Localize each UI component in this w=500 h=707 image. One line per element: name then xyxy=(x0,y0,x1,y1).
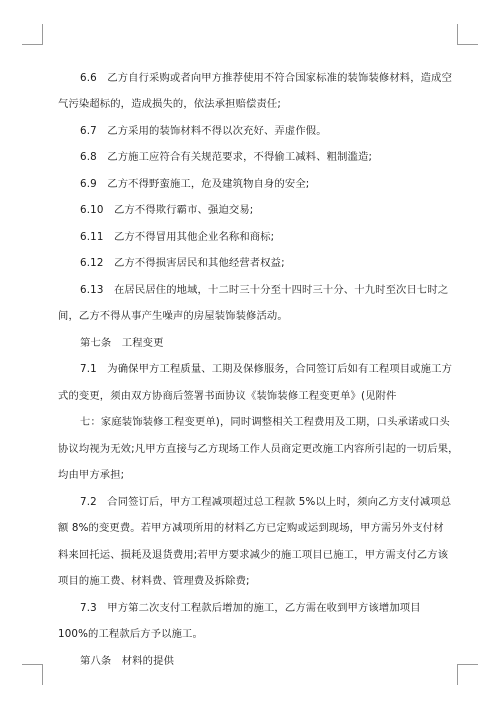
clause-7-1-line-5: 均由甲方承担; xyxy=(58,469,125,482)
crop-mark-bottom-left xyxy=(22,664,43,685)
clause-7-2-line-1: 7.2 合同签订后，甲方工程减项超过总工程款 5%以上时，须向乙方支付减项总 xyxy=(80,495,452,508)
crop-mark-bottom-right xyxy=(457,664,478,685)
clause-7-3-line-2: 100%的工程款后方予以施工。 xyxy=(58,628,203,641)
clause-6-8: 6.8 乙方施工应符合有关规范要求，不得偷工减料、粗制滥造; xyxy=(80,151,373,164)
clause-7-2-line-3: 料来回托运、损耗及退货费用;若甲方要求减少的施工项目已施工，甲方需支付乙方该 xyxy=(58,548,449,561)
clause-6-11: 6.11 乙方不得冒用其他企业名称和商标; xyxy=(80,230,275,243)
clause-7-2-line-2: 额 8%的变更费。若甲方减项所用的材料乙方已定购或运到现场，甲方需另外支付材 xyxy=(58,522,444,535)
crop-mark-top-left xyxy=(22,24,43,45)
clause-7-3-line-1: 7.3 甲方第二次支付工程款后增加的施工，乙方需在收到甲方该增加项目 xyxy=(80,601,421,614)
clause-6-9: 6.9 乙方不得野蛮施工，危及建筑物自身的安全; xyxy=(80,177,310,190)
clause-6-13-line-1: 6.13 在居民居住的地域，十二时三十分至十四时三十分、十九时至次日七时之 xyxy=(80,283,449,296)
article-7-heading: 第七条 工程变更 xyxy=(80,336,164,349)
article-8-heading: 第八条 材料的提供 xyxy=(80,654,175,667)
clause-6-12: 6.12 乙方不得损害居民和其他经营者权益; xyxy=(80,257,285,270)
clause-6-6-line-2: 气污染超标的，造成损失的，依法承担赔偿责任; xyxy=(58,98,282,111)
clause-7-1-line-2: 式的变更，须由双方协商后签署书面协议《装饰装修工程变更单》(见附件 xyxy=(58,389,397,402)
clause-7-1-line-3: 七：家庭装饰装修工程变更单)，同时调整相关工程费用及工期，口头承诺或口头 xyxy=(80,416,450,429)
clause-6-6-line-1: 6.6 乙方自行采购或者向甲方推荐使用不符合国家标准的装饰装修材料，造成空 xyxy=(80,72,453,84)
clause-7-1-line-1: 7.1 为确保甲方工程质量、工期及保修服务，合同签订后如有工程项目或施工方 xyxy=(80,363,453,376)
crop-mark-top-right xyxy=(457,24,478,45)
clause-7-2-line-4: 项目的施工费、材料费、管理费及拆除费; xyxy=(58,575,250,588)
clause-7-1-line-4: 协议均视为无效;凡甲方直接与乙方现场工作人员商定更改施工内容所引起的一切后果， xyxy=(58,442,459,455)
clause-6-7: 6.7 乙方采用的装饰材料不得以次充好、弄虚作假。 xyxy=(80,124,327,137)
clause-6-13-line-2: 间，乙方不得从事产生噪声的房屋装饰装修活动。 xyxy=(58,310,288,323)
clause-6-10: 6.10 乙方不得欺行霸市、强迫交易; xyxy=(80,204,254,217)
document-body xyxy=(58,66,459,674)
